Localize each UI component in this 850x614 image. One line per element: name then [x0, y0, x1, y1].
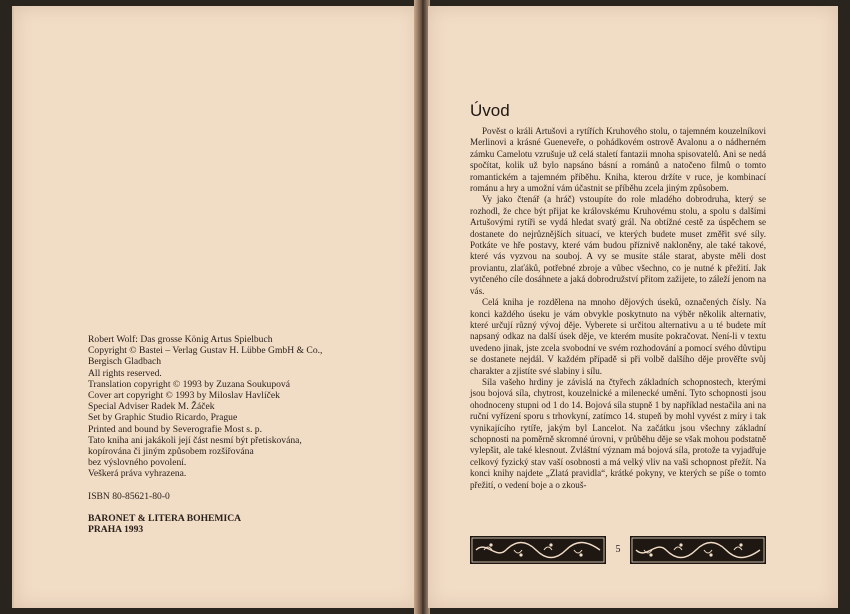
imprint-line: kopírována či jiným způsobem rozšiřována [88, 446, 254, 458]
imprint-line: Copyright © Bastei – Verlag Gustav H. Lübbe GmbH & Co., [88, 345, 323, 357]
imprint-line: All rights reserved. [88, 367, 162, 379]
ornament-vine-right-icon [630, 536, 766, 564]
paragraph: Síla vašeho hrdiny je závislá na čtyřech základních schopnostech, kterými jsou bojová síla, chytrost, kouzelnické a milenecké umění. Tyto schopnosti jsou ohodnoceny stupni od 1 do 14. Bojová síla stupně 1 by například nestačila ani na ruční vyřízení sporu s trhovkyní, zatímco 14. stupeň by mohl vyvést z míry i tak vynikajícího rytíře, jakým byl Lancelot. Na začátku jsou všechny základní schopnosti na poměrně skromné úrovni, v průběhu děje se však mohou podstatně vylepšit, ale také klesnout. Zvláštní význam má bojová síla, protože ta vyjadřuje celkový fyzický stav vaší osobnosti a má velký vliv na vaši schopnost přežít. Na konci knihy najdete „Zlatá pravidla“, krátké pokyny, ve kterých se píše o tomto přežití, o vedení boje a o zkouš- [470, 376, 766, 490]
imprint-block [88, 334, 388, 535]
imprint-line: Veškerá práva vyhrazena. [88, 468, 187, 480]
footer-ornament [470, 536, 766, 564]
imprint-line: Special Adviser Radek M. Žáček [88, 401, 215, 413]
publisher-city-year: PRAHA 1993 [88, 524, 144, 536]
paragraph: Pověst o králi Artušovi a rytířích Kruhového stolu, o tajemném kouzelníkovi Merlinovi a krásné Gueneveře, o pohádkovém ostrově Avalonu a o nádherném zámku Camelotu vzrušuje už celá staletí fantazii mnoha spisovatelů. Ani se nedá spočítat, kolik už bylo napsáno básní a románů a natočeno filmů o tomto romantickém a tajemném příběhu. Kniha, kterou držíte v ruce, je kombinací románu a hry a umožní vám účastnit se příběhu zcela jiným způsobem. [470, 126, 766, 194]
publisher-name: BARONET & LITERA BOHEMICA [88, 512, 242, 524]
imprint-line: Translation copyright © 1993 by Zuzana Soukupová [88, 378, 290, 390]
paragraph: Vy jako čtenář (a hráč) vstoupíte do role mladého dobrodruha, který se rozhodl, že chce být přijat ke královskému Kruhovému stolu, a spolu s dalšími Artušovými rytíři se vydá hledat svatý grál. Na obtížné cestě za úspěchem se dostanete do nejrůznějších situací, ve kterých budete muset změřit své síly. Potkáte ve hře postavy, které vám budou příznivě nakloněny, ale také takové, které vás vyzvou na souboj. A vy se musíte stále starat, abyste měli dost proviantu, zlaťáků, potřebné zbroje a vůbec všechno, co je nutné k přežití. Jak vytčeného cíle dosáhnete a jaká dobrodružství přitom zažijete, to záleží jenom na vás. [470, 194, 766, 296]
imprint-line: Bergisch Gladbach [88, 356, 162, 368]
imprint-line: Printed and bound by Severografie Most s. p. [88, 423, 262, 435]
intro-text [470, 126, 766, 491]
imprint-line: Tato kniha ani jakákoli její část nesmí být přetiskována, [88, 434, 302, 446]
ornament-vine-left-icon [470, 536, 606, 564]
imprint-line: Set by Graphic Studio Ricardo, Prague [88, 412, 238, 424]
imprint-line: Robert Wolf: Das grosse König Artus Spielbuch [88, 334, 273, 345]
imprint-line: bez výslovného povolení. [88, 457, 187, 469]
paragraph: Celá kniha je rozdělena na mnoho dějových úseků, označených čísly. Na konci každého úseku je vám obvykle poskytnuto na výběr několik alternativ, které určují různý vývoj děje. Vyberete si určitou alternativu a u té budete mít napsaný odkaz na další úsek děje, ve kterém musíte pokračovat. Není-li v textu uvedeno jinak, jste zcela svobodní ve svém rozhodování a pomocí svého důvtipu se dostanete nejdál. V každém případě si při volbě dalšího děje prověřte svůj charakter a zjistíte své slabiny i sílu. [470, 297, 766, 376]
isbn: ISBN 80-85621-80-0 [88, 490, 170, 502]
page-number: 5 [615, 544, 621, 555]
imprint-line: Cover art copyright © 1993 by Miloslav Havlíček [88, 390, 280, 402]
chapter-heading: Úvod [470, 101, 510, 120]
